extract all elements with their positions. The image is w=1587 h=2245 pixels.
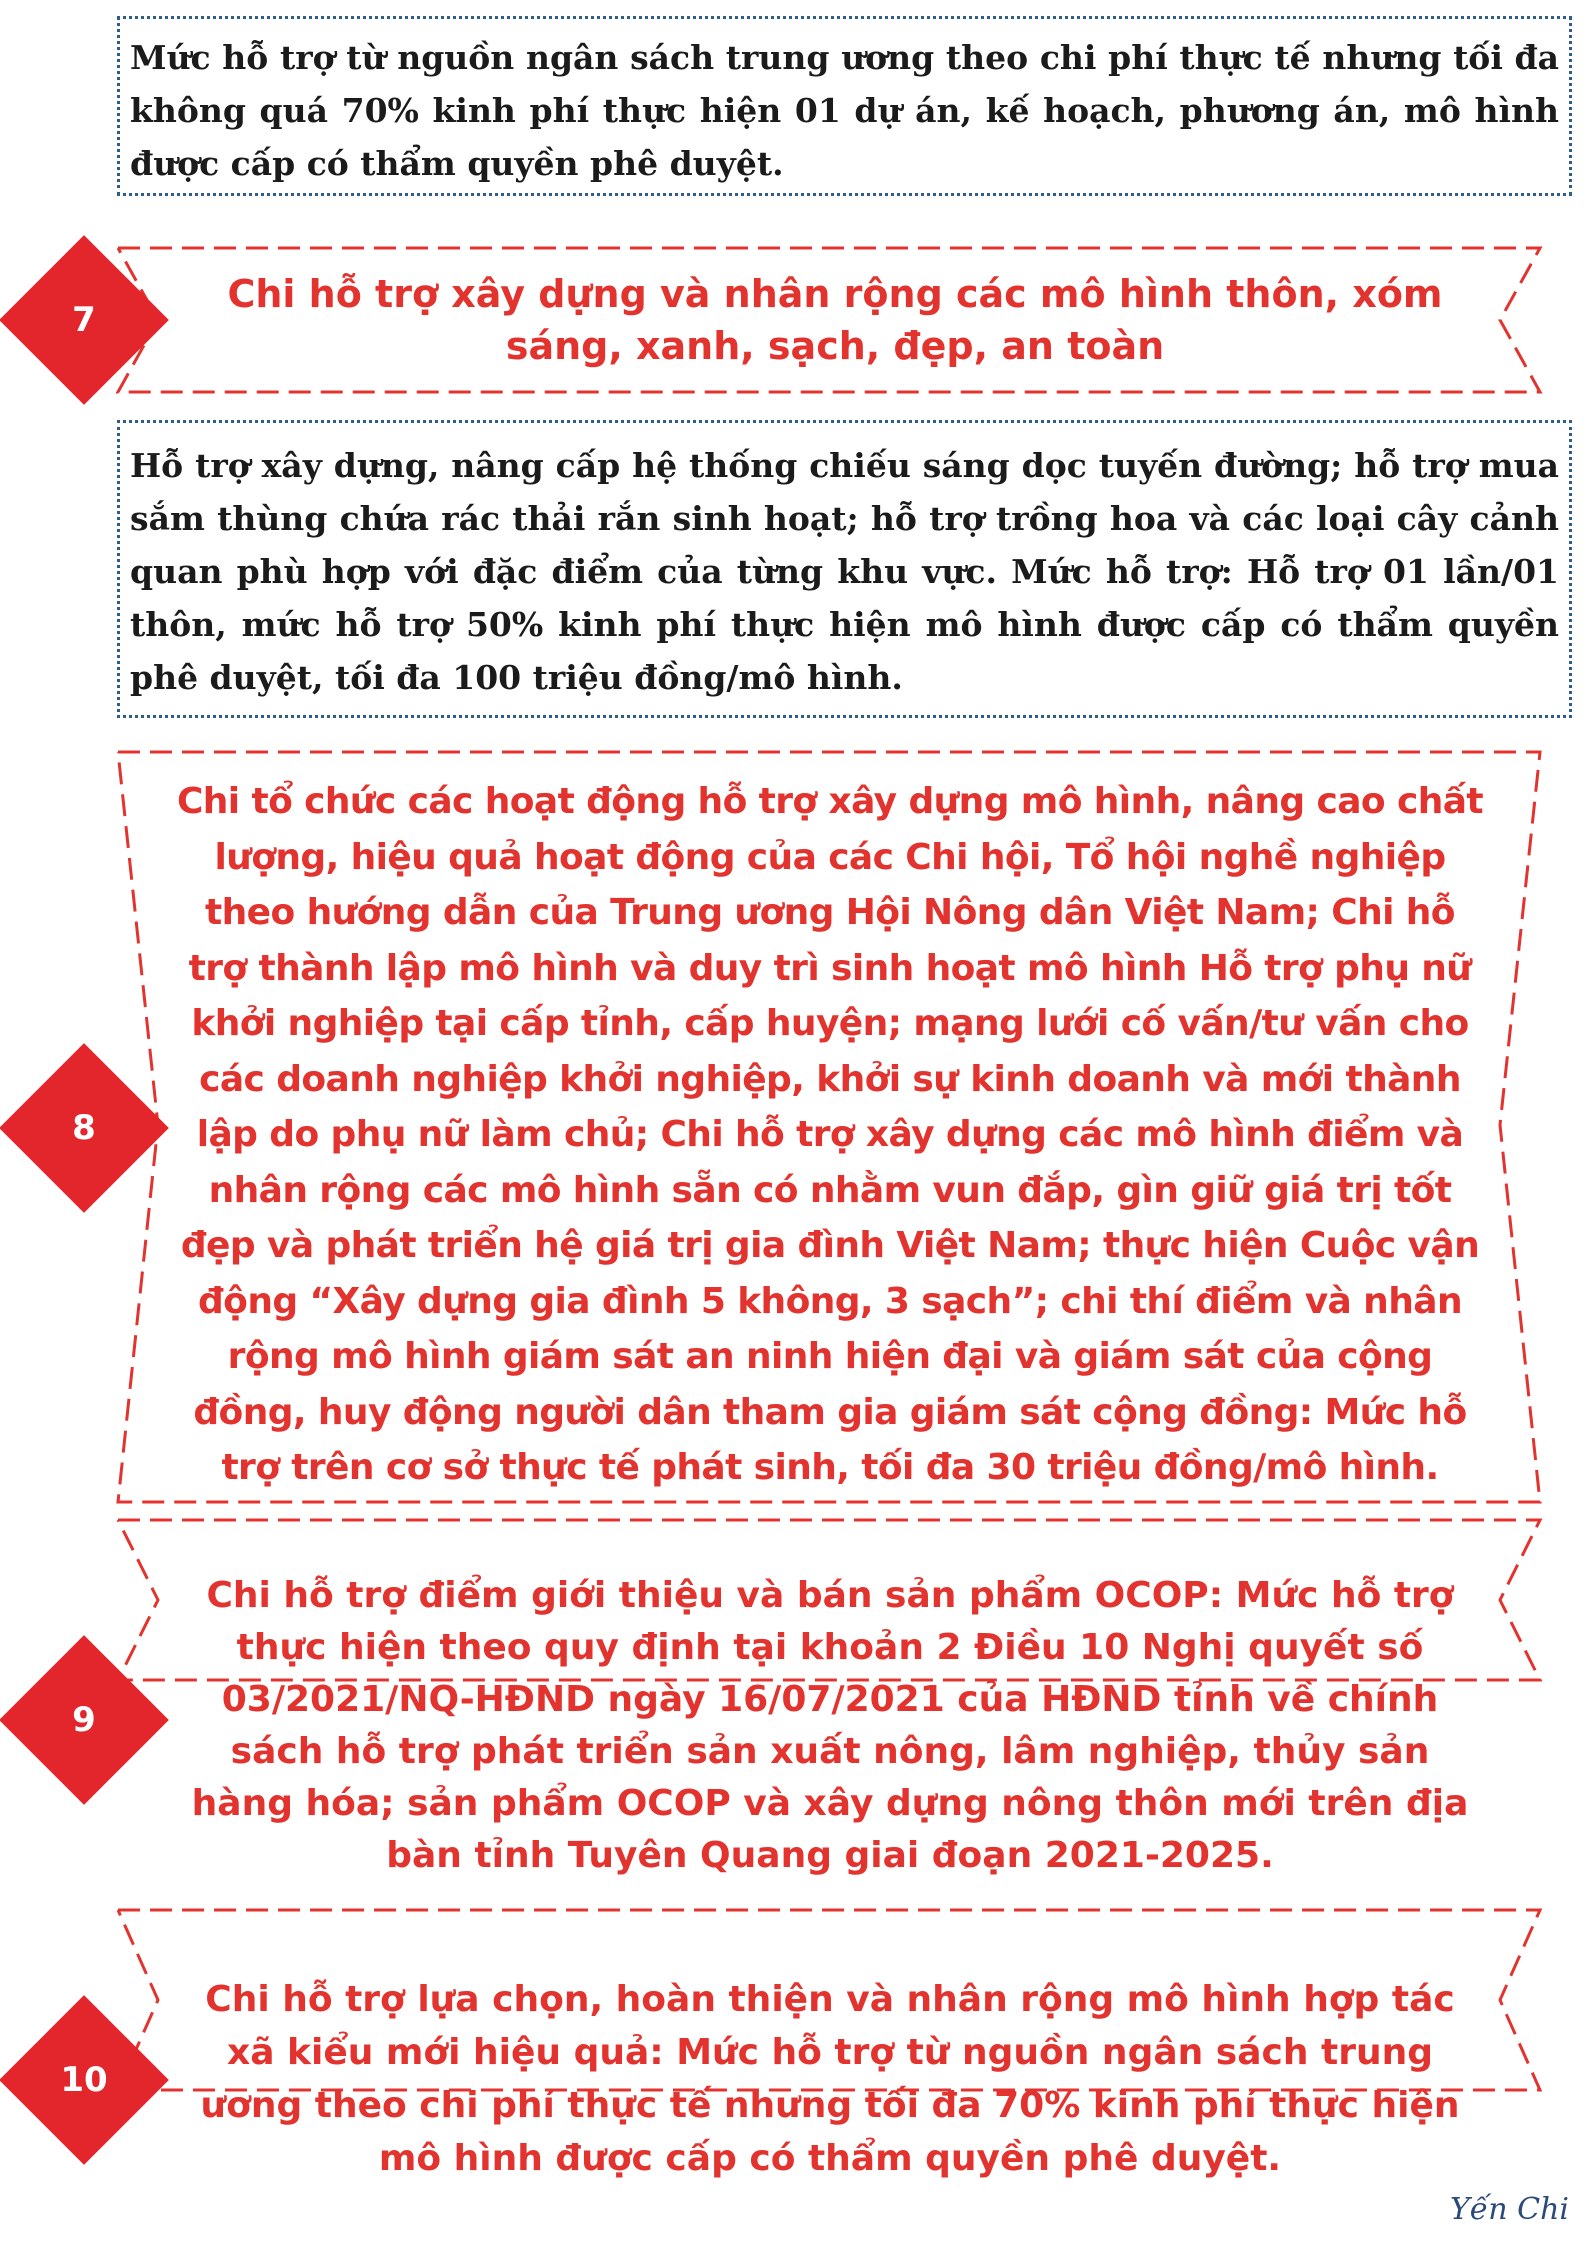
top-text: Mức hỗ trợ từ nguồn ngân sách trung ương theo chi phí thực tế nhưng tối đa không quá 70% kinh phí thực hiện 01 dự án, kế hoạch, phương án, mô hình được cấp có thẩm quyền phê duyệt.: [130, 38, 1559, 183]
top-text-box: [117, 16, 1572, 196]
item-9-text: Chi hỗ trợ điểm giới thiệu và bán sản phẩm OCOP: Mức hỗ trợ thực hiện theo quy định tại khoản 2 Điều 10 Nghị quyết số 03/2021/NQ-HĐND ngày 16/07/2021 của HĐND tỉnh về chính sách hỗ trợ phát triển sản xuất nông, lâm nghiệp, thủy sản hàng hóa; sản phẩm OCOP và xây dựng nông thôn mới trên địa bàn tỉnh Tuyên Quang giai đoạn 2021-2025.: [191, 1575, 1469, 1876]
badge-8-number: 8: [72, 1108, 96, 1148]
item-7-detail-box: [117, 420, 1572, 718]
badge-8: [24, 1068, 144, 1188]
item-8-text: Chi tổ chức các hoạt động hỗ trợ xây dựng mô hình, nâng cao chất lượng, hiệu quả hoạt động của các Chi hội, Tổ hội nghề nghiệp theo hướng dẫn của Trung ương Hội Nông dân Việt Nam; Chi hỗ trợ thành lập mô hình và duy trì sinh hoạt mô hình Hỗ trợ phụ nữ khởi nghiệp tại cấp tỉnh, cấp huyện; mạng lưới cố vấn/tư vấn cho các doanh nghiệp khởi nghiệp, khởi sự kinh doanh và mới thành lập do phụ nữ làm chủ; Chi hỗ trợ xây dựng các mô hình điểm và nhân rộng các mô hình sẵn có nhằm vun đắp, gìn giữ giá trị tốt đẹp và phát triển hệ giá trị gia đình Việt Nam; thực hiện Cuộc vận động “Xây dựng gia đình 5 không, 3 sạch”; chi thí điểm và nhân rộng mô hình giám sát an ninh hiện đại và giám sát của cộng đồng, huy động người dân tham gia giám sát cộng đồng: Mức hỗ trợ trên cơ sở thực tế phát sinh, tối đa 30 triệu đồng/mô hình.: [176, 781, 1484, 1488]
badge-9: [24, 1660, 144, 1780]
badge-10-number: 10: [60, 2060, 108, 2100]
badge-10: [24, 2020, 144, 2140]
item-7-detail: Hỗ trợ xây dựng, nâng cấp hệ thống chiếu sáng dọc tuyến đường; hỗ trợ mua sắm thùng chứa rác thải rắn sinh hoạt; hỗ trợ trồng hoa và các loại cây cảnh quan phù hợp với đặc điểm của từng khu vực. Mức hỗ trợ: Hỗ trợ 01 lần/01 thôn, mức hỗ trợ 50% kinh phí thực hiện mô hình được cấp có thẩm quyền phê duyệt, tối đa 100 triệu đồng/mô hình.: [130, 446, 1559, 697]
item-7-title: Chi hỗ trợ xây dựng và nhân rộng các mô hình thôn, xóm sáng, xanh, sạch, đẹp, an toàn: [227, 272, 1443, 368]
badge-9-number: 9: [72, 1700, 96, 1740]
badge-7-number: 7: [72, 300, 96, 340]
author-signature: Yến Chi: [1450, 2192, 1569, 2227]
badge-7: [24, 260, 144, 380]
item-10-text: Chi hỗ trợ lựa chọn, hoàn thiện và nhân rộng mô hình hợp tác xã kiểu mới hiệu quả: Mức hỗ trợ từ nguồn ngân sách trung ương theo chi phí thực tế nhưng tối đa 70% kinh phí thực hiện mô hình được cấp có thẩm quyền phê duyệt.: [200, 1979, 1460, 2179]
